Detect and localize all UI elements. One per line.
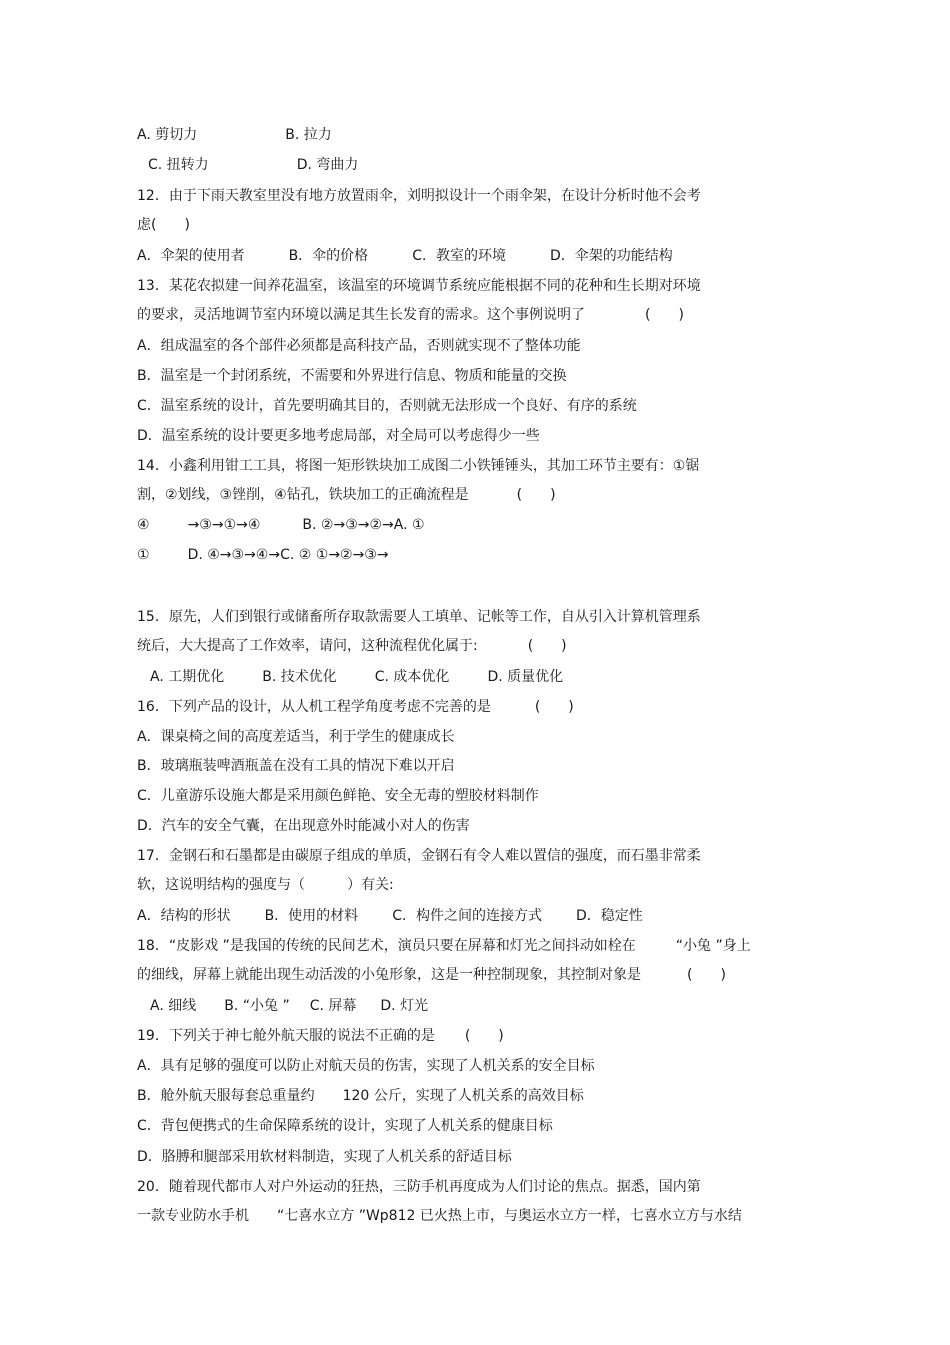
text-segment: A. 细线 bbox=[150, 998, 197, 1014]
text-segment: 割，②划线，③锉削，④钻孔，铁块加工的正确流程是 bbox=[137, 487, 469, 503]
text-segment: ( ) bbox=[645, 307, 684, 323]
text-segment: A．结构的形状 bbox=[137, 908, 231, 924]
text-segment: “七喜水立方 ”Wp812 已火热上市，与奥运水立方一样，七喜水立方与水结 bbox=[277, 1208, 742, 1224]
text-segment: 一款专业防水手机 bbox=[137, 1208, 249, 1224]
text-line bbox=[137, 366, 567, 386]
text-segment: →③→①→④ bbox=[187, 517, 261, 533]
text-segment: ( ) bbox=[527, 638, 567, 654]
text-segment: D. ④→③→④→C. ② ①→②→③→ bbox=[187, 547, 389, 563]
text-segment: D. 弯曲力 bbox=[296, 157, 359, 173]
text-segment: A. 剪切力 bbox=[137, 127, 198, 143]
text-segment: A．课桌椅之间的高度差适当，利于学生的健康成长 bbox=[137, 729, 455, 745]
text-segment: ( ) bbox=[516, 487, 556, 503]
text-line bbox=[137, 305, 684, 325]
text-segment: A．伞架的使用者 bbox=[137, 248, 245, 264]
text-segment: B. 拉力 bbox=[285, 127, 332, 143]
text-line bbox=[137, 906, 643, 926]
text-line bbox=[137, 1086, 584, 1106]
text-segment: ( ) bbox=[464, 1028, 504, 1044]
text-segment: C. 屏幕 bbox=[309, 998, 357, 1014]
text-line bbox=[137, 965, 726, 985]
text-line bbox=[137, 1177, 701, 1197]
text-segment: C．构件之间的连接方式 bbox=[392, 908, 542, 924]
text-line bbox=[137, 816, 470, 836]
text-line bbox=[137, 426, 540, 446]
text-segment: 15．原先，人们到银行或储畜所存取款需要人工填单、记帐等工作，自从引入计算机管理系 bbox=[137, 609, 701, 625]
text-segment: D．伞架的功能结构 bbox=[549, 248, 673, 264]
text-segment: 13．某花农拟建一间养花温室，该温室的环境调节系统应能根据不同的花种和生长期对环境 bbox=[137, 278, 701, 294]
text-line bbox=[150, 996, 428, 1016]
text-line bbox=[137, 636, 567, 656]
text-segment: B. 技术优化 bbox=[262, 669, 337, 685]
text-segment: “小兔 ”身上 bbox=[675, 938, 751, 954]
text-segment: C．儿童游乐设施大都是采用颜色鲜艳、安全无毒的塑胶材料制作 bbox=[137, 788, 539, 804]
text-segment: 18．“皮影戏 ”是我国的传统的民间艺术，演员只要在屏幕和灯光之间抖动如栓在 bbox=[137, 938, 636, 954]
text-line bbox=[137, 1116, 553, 1136]
text-segment: A．组成温室的各个部件必须都是高科技产品，否则就实现不了整体功能 bbox=[137, 338, 581, 354]
text-segment: B．使用的材料 bbox=[264, 908, 359, 924]
text-line bbox=[137, 545, 389, 565]
text-line bbox=[137, 456, 699, 476]
text-segment: 14．小鑫利用钳工工具，将图一矩形铁块加工成图二小铁锤锤头，其加工环节主要有：①锯 bbox=[137, 458, 700, 474]
text-segment: D．温室系统的设计要更多地考虑局部，对全局可以考虑得少一些 bbox=[137, 428, 540, 444]
text-line bbox=[137, 246, 673, 266]
text-line bbox=[148, 155, 358, 175]
text-line bbox=[137, 727, 455, 747]
text-segment: C．温室系统的设计，首先要明确其目的，否则就无法形成一个良好、有序的系统 bbox=[137, 398, 637, 414]
text-segment: C．教室的环境 bbox=[412, 248, 506, 264]
text-segment: 16．下列产品的设计，从人机工程学角度考虑不完善的是 bbox=[137, 699, 491, 715]
text-segment: 120 公斤，实现了人机关系的高效目标 bbox=[342, 1088, 584, 1104]
text-line bbox=[137, 1026, 504, 1046]
text-line bbox=[137, 125, 332, 145]
text-segment: ( ) bbox=[534, 699, 574, 715]
text-segment: D. 灯光 bbox=[380, 998, 429, 1014]
text-segment: ④ bbox=[137, 517, 150, 533]
text-line bbox=[150, 667, 563, 687]
text-segment: ( ) bbox=[687, 967, 726, 983]
text-segment: 统后，大大提高了工作效率，请问，这种流程优化属于: bbox=[137, 638, 478, 654]
text-segment: 的要求，灵活地调节室内环境以满足其生长发育的需求。这个事例说明了 bbox=[137, 307, 585, 323]
text-segment: C．背包便携式的生命保障系统的设计，实现了人机关系的健康目标 bbox=[137, 1118, 553, 1134]
text-segment: D．胳膊和腿部采用软材料制造，实现了人机关系的舒适目标 bbox=[137, 1149, 512, 1165]
text-segment: B．舱外航天服每套总重量约 bbox=[137, 1088, 315, 1104]
text-segment: A．具有足够的强度可以防止对航天员的伤害，实现了人机关系的安全目标 bbox=[137, 1058, 595, 1074]
text-line bbox=[137, 1056, 595, 1076]
text-line bbox=[137, 607, 701, 627]
text-segment: C. 成本优化 bbox=[374, 669, 450, 685]
text-line bbox=[137, 1147, 512, 1167]
text-segment: 19．下列关于神七舱外航天服的说法不正确的是 bbox=[137, 1028, 435, 1044]
text-line bbox=[137, 186, 701, 206]
text-segment: 软，这说明结构的强度与（ ）有关: bbox=[137, 877, 394, 893]
text-line bbox=[137, 276, 701, 296]
text-line bbox=[137, 515, 425, 535]
text-segment: D. 质量优化 bbox=[487, 669, 564, 685]
text-segment: B. “小兔 ” bbox=[224, 998, 290, 1014]
text-segment: ① bbox=[137, 547, 150, 563]
text-segment: B．玻璃瓶装啤酒瓶盖在没有工具的情况下难以开启 bbox=[137, 758, 455, 774]
text-segment: D．汽车的安全气囊，在出现意外时能减小对人的伤害 bbox=[137, 818, 470, 834]
text-line bbox=[137, 756, 455, 776]
text-line bbox=[137, 336, 581, 356]
text-segment: C. 扭转力 bbox=[148, 157, 209, 173]
text-segment: 虑( ) bbox=[137, 217, 190, 233]
text-line bbox=[137, 396, 637, 416]
text-segment: 17．金钢石和石墨都是由碳原子组成的单质，金钢石有令人难以置信的强度，而石墨非常柔 bbox=[137, 848, 701, 864]
text-line bbox=[137, 1206, 742, 1226]
text-segment: 的细线，屏幕上就能出现生动活泼的小兔形象，这是一种控制现象，其控制对象是 bbox=[137, 967, 641, 983]
text-line bbox=[137, 846, 701, 866]
text-segment: B. ②→③→②→A. ① bbox=[302, 517, 425, 533]
text-segment: 12．由于下雨天教室里没有地方放置雨伞，刘明拟设计一个雨伞架，在设计分析时他不会考 bbox=[137, 188, 701, 204]
text-segment: D．稳定性 bbox=[575, 908, 643, 924]
text-segment: B．伞的价格 bbox=[288, 248, 369, 264]
text-line bbox=[137, 697, 574, 717]
text-line bbox=[137, 485, 556, 505]
text-line bbox=[137, 215, 190, 235]
text-line bbox=[137, 786, 539, 806]
text-segment: 20．随着现代都市人对户外运动的狂热，三防手机再度成为人们讨论的焦点。据悉，国内第 bbox=[137, 1179, 701, 1195]
text-line bbox=[137, 875, 394, 895]
text-line bbox=[137, 936, 751, 956]
text-segment: B．温室是一个封闭系统，不需要和外界进行信息、物质和能量的交换 bbox=[137, 368, 567, 384]
text-segment: A. 工期优化 bbox=[150, 669, 225, 685]
